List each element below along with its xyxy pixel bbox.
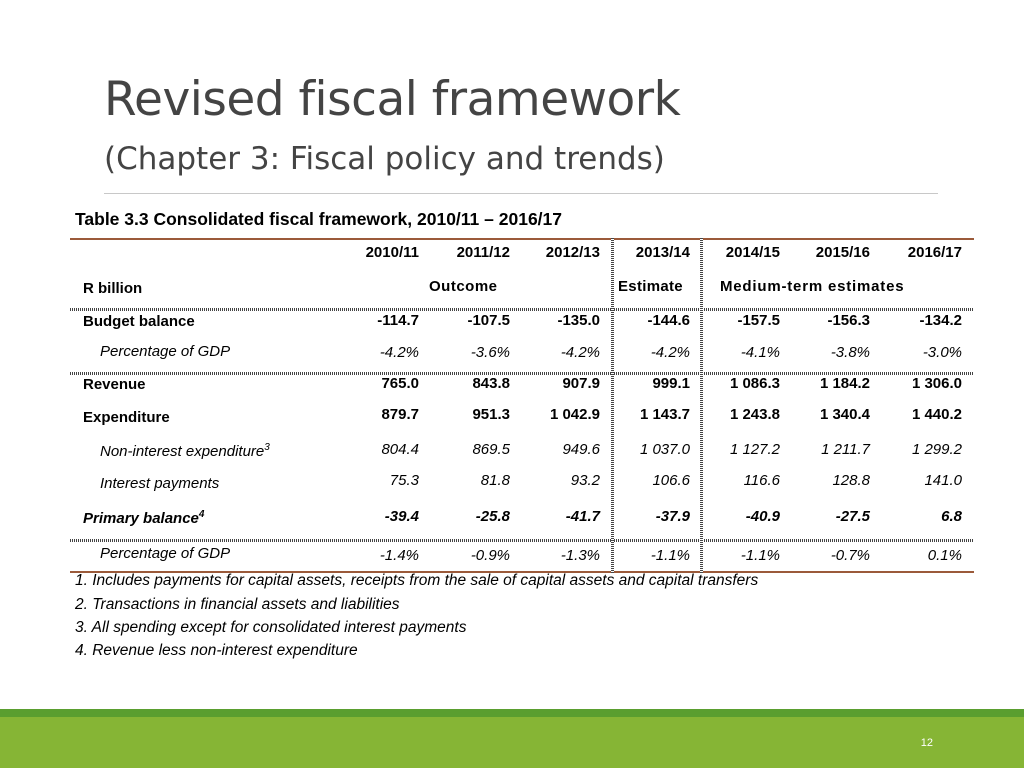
table-cell: 1 243.8: [729, 406, 780, 423]
table-cell: -39.4: [384, 508, 419, 525]
table-cell: -0.9%: [470, 547, 510, 564]
table-cell: -4.1%: [740, 344, 780, 361]
estimate-left-divider: [611, 238, 614, 573]
row-label: [83, 509, 204, 527]
row-label: [100, 475, 219, 492]
table-cell: 951.3: [472, 406, 510, 423]
table-cell: -37.9: [655, 508, 690, 525]
table-cell: -134.2: [919, 312, 962, 329]
table-cell: 949.6: [562, 441, 600, 458]
table-cell: -135.0: [557, 312, 600, 329]
footnote-ref: 4: [198, 509, 205, 520]
table-cell: -4.2%: [379, 344, 419, 361]
table-cell: 81.8: [480, 472, 510, 489]
row-label-text: Budget balance: [83, 313, 195, 330]
row-label-text: Non-interest expenditure: [100, 443, 265, 460]
row-label-text: Expenditure: [83, 409, 170, 426]
table-cell: -40.9: [745, 508, 780, 525]
table-cell: 869.5: [472, 441, 510, 458]
table-top-rule: [70, 238, 974, 240]
footer-accent-bar: [0, 709, 1024, 717]
row-label: [100, 442, 270, 460]
year-header: 2011/12: [456, 244, 510, 261]
table-cell: -156.3: [827, 312, 870, 329]
page-number: 12: [920, 737, 933, 749]
table-cell: 106.6: [652, 472, 690, 489]
table-cell: -144.6: [647, 312, 690, 329]
table-cell: -4.2%: [560, 344, 600, 361]
year-header: 2015/16: [815, 244, 870, 261]
fiscal-framework-table: [70, 238, 974, 573]
footnote: 4. Revenue less non-interest expenditure: [75, 642, 358, 659]
table-cell: -157.5: [737, 312, 780, 329]
table-cell: 1 042.9: [549, 406, 600, 423]
table-cell: 1 440.2: [911, 406, 962, 423]
table-cell: -107.5: [467, 312, 510, 329]
table-cell: 907.9: [562, 375, 600, 392]
medium-term-group-label: Medium-term estimates: [720, 278, 905, 295]
table-cell: 1 299.2: [911, 441, 962, 458]
table-cell: 1 184.2: [819, 375, 870, 392]
table-title: Table 3.3 Consolidated fiscal framework, 2010/11 – 2016/17: [75, 209, 563, 229]
table-cell: 879.7: [381, 406, 419, 423]
slide-subtitle: (Chapter 3: Fiscal policy and trends): [104, 141, 665, 177]
table-cell: -0.7%: [830, 547, 870, 564]
table-cell: 93.2: [570, 472, 600, 489]
row-label-text: Primary balance: [83, 510, 199, 527]
table-cell: 1 306.0: [911, 375, 962, 392]
table-cell: -1.1%: [650, 547, 690, 564]
table-cell: -3.8%: [830, 344, 870, 361]
row-label: [100, 343, 230, 360]
year-header: 2013/14: [635, 244, 690, 261]
row-label-text: Percentage of GDP: [100, 545, 231, 562]
row-label: [100, 545, 230, 562]
footnote: 3. All spending except for consolidated interest payments: [75, 619, 467, 636]
table-cell: -3.6%: [470, 344, 510, 361]
table-cell: 141.0: [924, 472, 962, 489]
year-header: 2016/17: [907, 244, 962, 261]
table-cell: 1 086.3: [729, 375, 780, 392]
estimate-group-label: Estimate: [618, 278, 683, 295]
table-cell: 1 211.7: [821, 441, 870, 458]
outcome-group-label: Outcome: [429, 278, 498, 295]
footnote: 2. Transactions in financial assets and liabilities: [75, 596, 400, 613]
table-cell: 1 127.2: [729, 441, 780, 458]
table-cell: 843.8: [472, 375, 510, 392]
slide-title: Revised fiscal framework: [104, 72, 681, 127]
header-bottom-rule: [70, 308, 974, 311]
year-header: 2012/13: [545, 244, 600, 261]
row-label-text: Revenue: [83, 376, 146, 393]
table-cell: 804.4: [381, 441, 419, 458]
row-label-text: Interest payments: [100, 475, 220, 492]
footer-bar: [0, 717, 1024, 768]
table-cell: 765.0: [381, 375, 419, 392]
table-cell: -1.4%: [379, 547, 419, 564]
table-cell: 6.8: [941, 508, 962, 525]
table-cell: 999.1: [652, 375, 690, 392]
table-cell: -3.0%: [922, 344, 962, 361]
year-header: 2010/11: [365, 244, 419, 261]
table-cell: -1.3%: [560, 547, 600, 564]
primary-balance-rule: [70, 539, 974, 542]
footnote-ref: 3: [264, 442, 270, 453]
table-cell: -41.7: [565, 508, 600, 525]
row-label-text: Percentage of GDP: [100, 343, 231, 360]
table-cell: 1 340.4: [819, 406, 870, 423]
title-divider: [104, 193, 938, 194]
row-label: [83, 313, 195, 330]
row-label: [83, 376, 146, 393]
table-cell: 1 037.0: [639, 441, 690, 458]
table-cell: -27.5: [835, 508, 870, 525]
estimate-right-divider: [700, 238, 703, 573]
table-cell: 1 143.7: [639, 406, 690, 423]
table-cell: 0.1%: [927, 547, 962, 564]
year-header: 2014/15: [725, 244, 780, 261]
unit-label: R billion: [83, 280, 143, 297]
table-cell: 128.8: [832, 472, 870, 489]
table-cell: 75.3: [389, 472, 419, 489]
table-cell: -114.7: [377, 312, 419, 329]
row-label: [83, 409, 170, 426]
table-cell: -25.8: [475, 508, 510, 525]
table-cell: -4.2%: [650, 344, 690, 361]
table-cell: -1.1%: [740, 547, 780, 564]
table-cell: 116.6: [743, 472, 780, 489]
footnote: 1. Includes payments for capital assets, receipts from the sale of capital assets and capital transfers: [75, 572, 759, 589]
